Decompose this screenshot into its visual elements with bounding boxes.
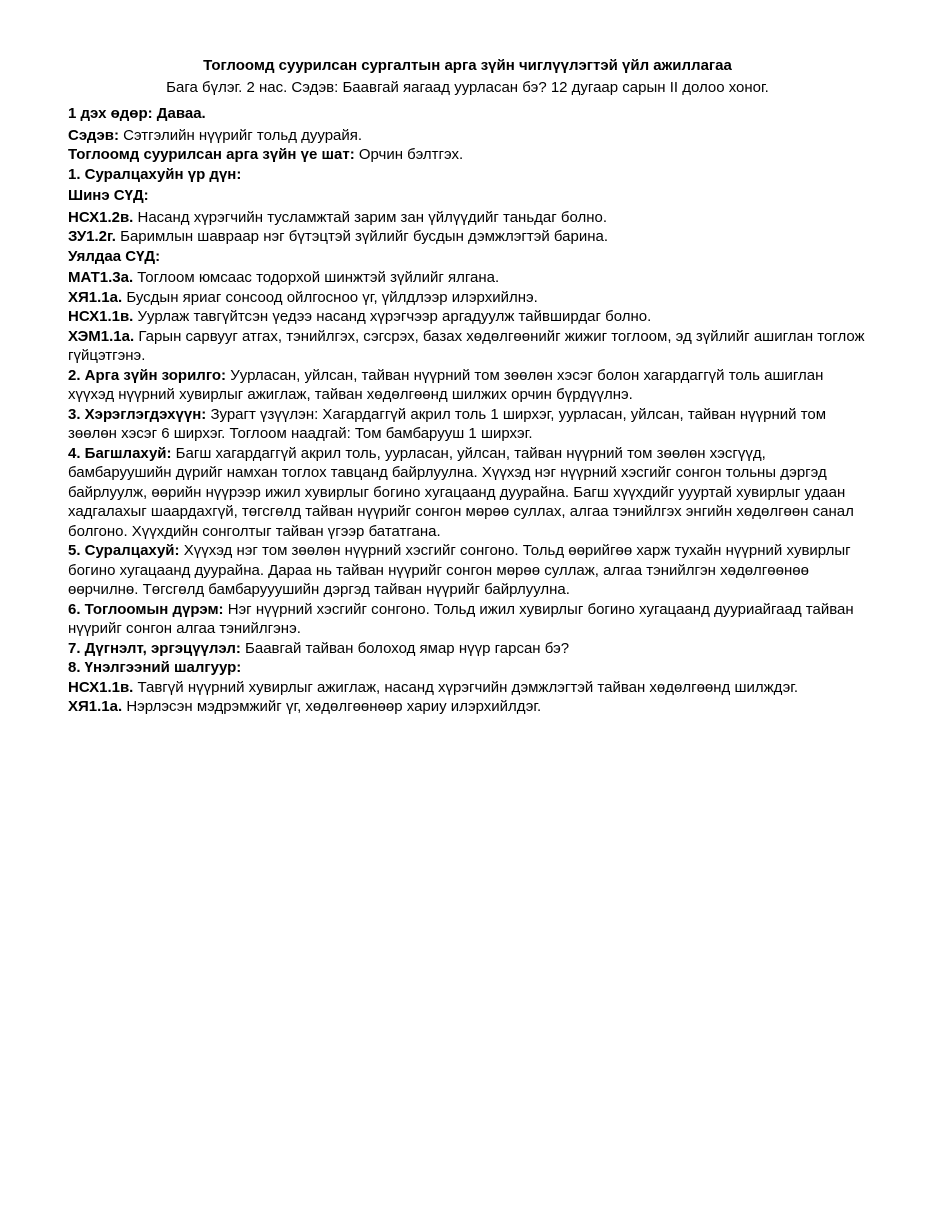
outcome-code: ХЭМ1.1а.	[68, 327, 135, 345]
learning-paragraph	[68, 541, 870, 600]
topic-text: Сэтгэлийн нүүрийг тольд дуурайя.	[118, 126, 363, 144]
outcome-text: Насанд хүрэгчийн тусламжтай зарим зан үйлүүдийг таньдаг болно.	[133, 208, 608, 226]
goal-label: 2. Арга зүйн зорилго:	[68, 366, 227, 384]
related-sud-item	[68, 268, 870, 288]
teaching-label: 4. Багшлахуй:	[68, 444, 172, 462]
outcome-text: Уурлаж тавгүйтсэн үедээ насанд хүрэгчээр аргадуулж тайвширдаг болно.	[133, 308, 652, 325]
teaching-paragraph	[68, 444, 870, 542]
criteria-item	[68, 678, 870, 698]
criteria-item	[68, 697, 870, 717]
related-sud-item	[68, 327, 870, 366]
rules-paragraph	[68, 600, 870, 639]
conclusion-paragraph	[68, 639, 870, 659]
outcomes-heading: 1. Суралцахуйн үр дүн:	[68, 165, 242, 183]
related-sud-item	[68, 288, 870, 308]
topic-label: Сэдэв:	[68, 126, 119, 144]
new-sud-item	[68, 227, 870, 247]
stage-line	[68, 145, 870, 165]
related-sud-item	[68, 307, 870, 327]
rules-label: 6. Тоглоомын дүрэм:	[68, 600, 224, 618]
day-heading: 1 дэх өдөр: Даваа.	[68, 105, 206, 122]
teaching-text: Багш хагардаггүй акрил толь, уурласан, уйлсан, тайван нүүрний том зөөлөн хэсгүүд, бамбаруушийн дүрийг намхан тоглох тавцанд байрлуулна. Хүүхэд нэг нүүрний хэсгийг сонгон тольны дэргэд байрлуулж, өөрийн нүүрээр ижил хувирлыг богино хугацаанд дуурайна. Багш хүүхдийг уууртай хувирлыг удаан хадгалахыг шаардахгүй, төгсгөлд тайван нүүрийг сонгон мөрөө суллах, алгаа тэнийлгэх энгийн хөдөлгөөн санал болгоно. Хүүхдийн сонголтыг тайван үгээр бататгана.	[68, 444, 854, 540]
related-sud-heading: Уялдаа СҮД:	[68, 247, 161, 265]
criteria-heading: 8. Үнэлгээний шалгуур:	[68, 659, 242, 676]
outcome-text: Бусдын яриаг сонсоод ойлгосноо үг, үйлдлээр илэрхийлнэ.	[122, 288, 538, 306]
stage-text: Орчин бэлтгэх.	[354, 146, 464, 163]
materials-paragraph	[68, 405, 870, 444]
materials-text: Зурагт үзүүлэн: Хагардаггүй акрил толь 1 ширхэг, уурласан, уйлсан, тайван нүүрний том зөөлөн хэсэг 6 ширхэг. Тоглоом наадгай: Том бамбарууш 1 ширхэг.	[68, 405, 827, 442]
document-title: Тоглоомд суурилсан сургалтын арга зүйн чиглүүлэгтэй үйл ажиллагаа	[203, 57, 732, 74]
criteria-text: Нэрлэсэн мэдрэмжийг үг, хөдөлгөөнөөр хариу илэрхийлдэг.	[122, 698, 542, 715]
outcome-text: Тоглоом юмсаас тодорхой шинжтэй зүйлийг ялгана.	[133, 269, 500, 286]
topic-line	[68, 126, 870, 146]
learning-label: 5. Суралцахуй:	[68, 542, 180, 559]
outcome-code: НСХ1.1в.	[68, 308, 134, 325]
stage-label: Тоглоомд суурилсан арга зүйн үе шат:	[68, 146, 355, 163]
outcome-code: МАТ1.3а.	[68, 269, 134, 286]
document-body	[68, 104, 870, 717]
new-sud-item	[68, 208, 870, 228]
criteria-code: ХЯ1.1а.	[68, 698, 123, 715]
rules-text: Нэг нүүрний хэсгийг сонгоно. Тольд ижил хувирлыг богино хугацаанд дууриайгаад тайван нүүрийг сонгон алгаа тэнийлгэнэ.	[68, 600, 854, 637]
goal-text: Уурласан, уйлсан, тайван нүүрний том зөөлөн хэсэг болон хагардаггүй толь ашиглан хүүхэд нүүрний хувирлыг ажиглаж, тайван хөдөлгөөнд шилжих орчин бүрдүүлнэ.	[68, 366, 824, 403]
conclusion-label: 7. Дүгнэлт, эргэцүүлэл:	[68, 639, 241, 657]
outcome-code: НСХ1.2в.	[68, 208, 134, 226]
criteria-text: Тавгүй нүүрний хувирлыг ажиглаж, насанд хүрэгчийн дэмжлэгтэй тайван хөдөлгөөнд шилждэг.	[133, 678, 799, 696]
outcome-text: Гарын сарвууг атгах, тэнийлгэх, сэгсрэх, базах хөдөлгөөнийг жижиг тоглоом, эд зүйлийг ашиглан тоглож гүйцэтгэнэ.	[68, 327, 865, 364]
learning-text: Хүүхэд нэг том зөөлөн нүүрний хэсгийг сонгоно. Тольд өөрийгөө харж тухайн нүүрний хувирлыг богино хугацаанд дуурайна. Дараа нь тайван нүүрийг сонгон мөрөө суллаж, алгаа тэнийлгэн хөдөлгөөнөө өөрчилнө. Төгсгөлд бамбарууушийн дэргэд тайван нүүрийг байрлуулна.	[68, 542, 851, 598]
new-sud-heading: Шинэ СҮД:	[68, 187, 149, 204]
criteria-code: НСХ1.1в.	[68, 678, 134, 696]
document-subtitle: Бага бүлэг. 2 нас. Сэдэв: Баавгай яагаад уурласан бэ? 12 дугаар сарын II долоо хоног.	[166, 79, 769, 96]
goal-paragraph	[68, 366, 870, 405]
outcome-code: ЗУ1.2г.	[68, 228, 116, 245]
outcome-code: ХЯ1.1а.	[68, 288, 123, 306]
outcome-text: Баримлын шавраар нэг бүтэцтэй зүйлийг бусдын дэмжлэгтэй барина.	[115, 228, 609, 245]
conclusion-text: Баавгай тайван болоход ямар нүүр гарсан бэ?	[240, 639, 570, 657]
materials-label: 3. Хэрэглэгдэхүүн:	[68, 405, 207, 423]
